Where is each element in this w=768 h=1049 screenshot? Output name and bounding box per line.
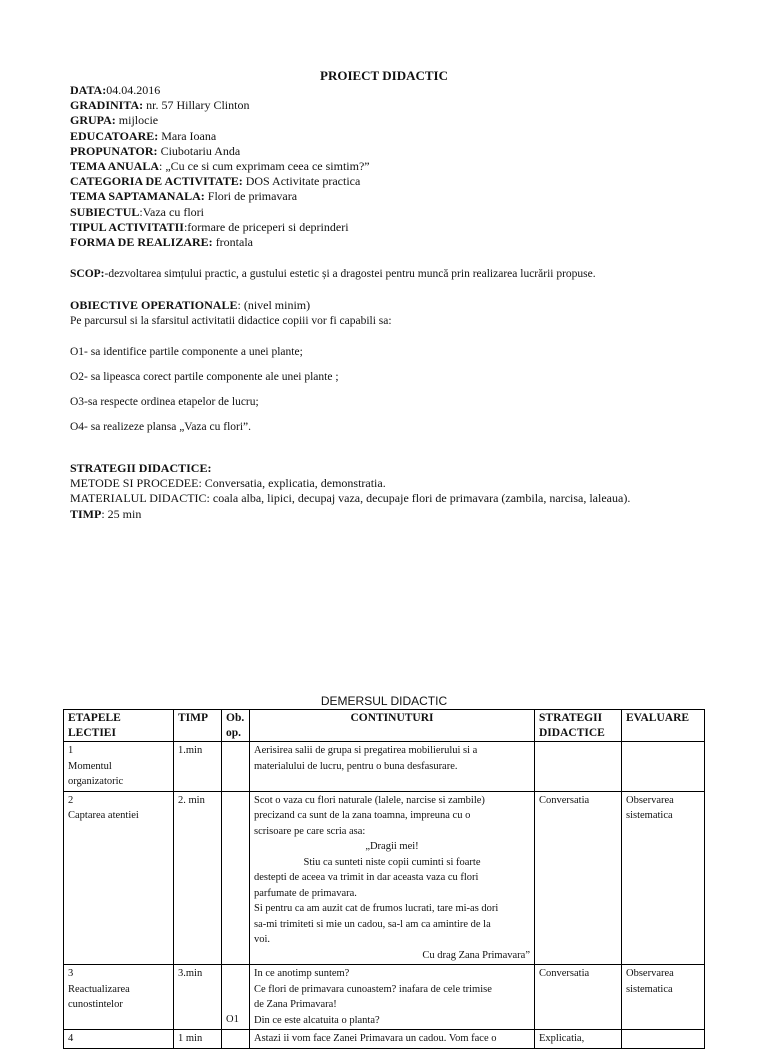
- row1-continut: Aerisirea salii de grupa si pregatirea mobilierului si a materialului de lucru, pentru o buna desfasurare.: [250, 742, 535, 792]
- row3-timp: 3.min: [174, 965, 222, 1030]
- info-tema-saptamanala: TEMA SAPTAMANALA: Flori de primavara: [70, 189, 298, 204]
- info-propunator: PROPUNATOR: Ciubotariu Anda: [70, 143, 241, 158]
- row4-strategii: Explicatia,: [535, 1030, 622, 1049]
- row4-ob: [222, 1030, 250, 1049]
- table-row: [64, 791, 705, 965]
- demers-title: DEMERSUL DIDACTIC: [320, 694, 448, 708]
- row1-evaluare: [622, 742, 705, 792]
- info-educatoare: EDUCATOARE: Mara Ioana: [70, 128, 217, 143]
- header-evaluare: EVALUARE: [622, 710, 705, 742]
- header-ob: Ob. op.: [222, 710, 250, 742]
- table-row: [64, 1030, 705, 1049]
- objective-o4: O4- sa realizeze plansa „Vaza cu flori”.: [70, 421, 252, 433]
- info-gradinita: GRADINITA: nr. 57 Hillary Clinton: [70, 98, 250, 113]
- objective-o1: O1- sa identifice partile componente a unei plante;: [70, 346, 303, 358]
- objectives-intro: Pe parcursul si la sfarsitul activitatii didactice copiii vor fi capabili sa:: [70, 315, 392, 327]
- row4-evaluare: [622, 1030, 705, 1049]
- strategies-metode: METODE SI PROCEDEE: Conversatia, explicatia, demonstratia.: [70, 476, 386, 491]
- strategies-timp: TIMP: 25 min: [70, 506, 142, 521]
- info-forma: FORMA DE REALIZARE: frontala: [70, 235, 253, 250]
- row3-etapa: 3 Reactualizarea cunostintelor: [64, 965, 174, 1030]
- row2-continut: Scot o vaza cu flori naturale (lalele, narcise si zambile) precizand ca sunt de la zana toamna, impreuna cu o scrisoare pe care scria asa: „Dragii mei! Stiu ca sunteti niste copii cuminti si foarte destepti de aceea va trimit in dar aceasta vaza cu flori parfumate de primavara. Si pentru ca am auzit cat de frumos lucrati, tare mi-as dori sa-mi trimiteti si mie un cadou, sa-l am ca amintire de la voi. Cu drag Zana Primavara”: [250, 791, 535, 965]
- project-info: [70, 83, 370, 250]
- scop-line: SCOP:-dezvoltarea simțului practic, a gustului estetic și a dragostei pentru muncă prin realizarea lucrării propuse.: [70, 268, 596, 280]
- row1-etapa: 1 Momentul organizatoric: [64, 742, 174, 792]
- row3-continut: In ce anotimp suntem? Ce flori de primavara cunoastem? inafara de cele trimise de Zana Primavara! Din ce este alcatuita o planta?: [250, 965, 535, 1030]
- header-strategii: STRATEGII DIDACTICE: [535, 710, 622, 742]
- table-row: [64, 742, 705, 792]
- header-etapele: ETAPELE LECTIEI: [64, 710, 174, 742]
- info-data: DATA:04.04.2016: [70, 83, 161, 97]
- table-header-row: [64, 710, 705, 742]
- header-continuturi: CONTINUTURI: [250, 710, 535, 742]
- row2-etapa: 2 Captarea atentiei: [64, 791, 174, 965]
- row4-etapa: 4: [64, 1030, 174, 1049]
- objectives-heading: OBIECTIVE OPERATIONALE: (nivel minim): [70, 298, 311, 312]
- strategies-material: MATERIALUL DIDACTIC: coala alba, lipici, decupaj vaza, decupaje flori de primavara (zambila, narcisa, laleaua).: [70, 491, 631, 506]
- row3-strategii: Conversatia: [535, 965, 622, 1030]
- strategies-heading: STRATEGII DIDACTICE:: [70, 461, 212, 475]
- table-row: [64, 965, 705, 1030]
- row4-timp: 1 min: [174, 1030, 222, 1049]
- objective-o3: O3-sa respecte ordinea etapelor de lucru;: [70, 396, 259, 408]
- row1-timp: 1.min: [174, 742, 222, 792]
- row2-strategii: Conversatia: [535, 791, 622, 965]
- info-categoria: CATEGORIA DE ACTIVITATE: DOS Activitate practica: [70, 174, 361, 189]
- info-tipul: TIPUL ACTIVITATII:formare de priceperi si deprinderi: [70, 219, 349, 234]
- objective-o2: O2- sa lipeasca corect partile componente ale unei plante ;: [70, 371, 339, 383]
- row3-evaluare: Observarea sistematica: [622, 965, 705, 1030]
- row1-ob: [222, 742, 250, 792]
- info-tema-anuala: TEMA ANUALA: „Cu ce si cum exprimam ceea ce simtim?”: [70, 159, 370, 174]
- page-title: PROIECT DIDACTIC: [320, 68, 448, 83]
- row2-ob: [222, 791, 250, 965]
- row2-timp: 2. min: [174, 791, 222, 965]
- row3-ob: O1: [222, 965, 250, 1030]
- row4-continut: Astazi ii vom face Zanei Primavara un cadou. Vom face o: [250, 1030, 535, 1049]
- strategies-section: [70, 461, 630, 522]
- info-grupa: GRUPA: mijlocie: [70, 113, 159, 128]
- info-subiectul: SUBIECTUL:Vaza cu flori: [70, 204, 204, 219]
- row2-evaluare: Observarea sistematica: [622, 791, 705, 965]
- lesson-table: [63, 709, 705, 1049]
- row1-strategii: [535, 742, 622, 792]
- header-timp: TIMP: [174, 710, 222, 742]
